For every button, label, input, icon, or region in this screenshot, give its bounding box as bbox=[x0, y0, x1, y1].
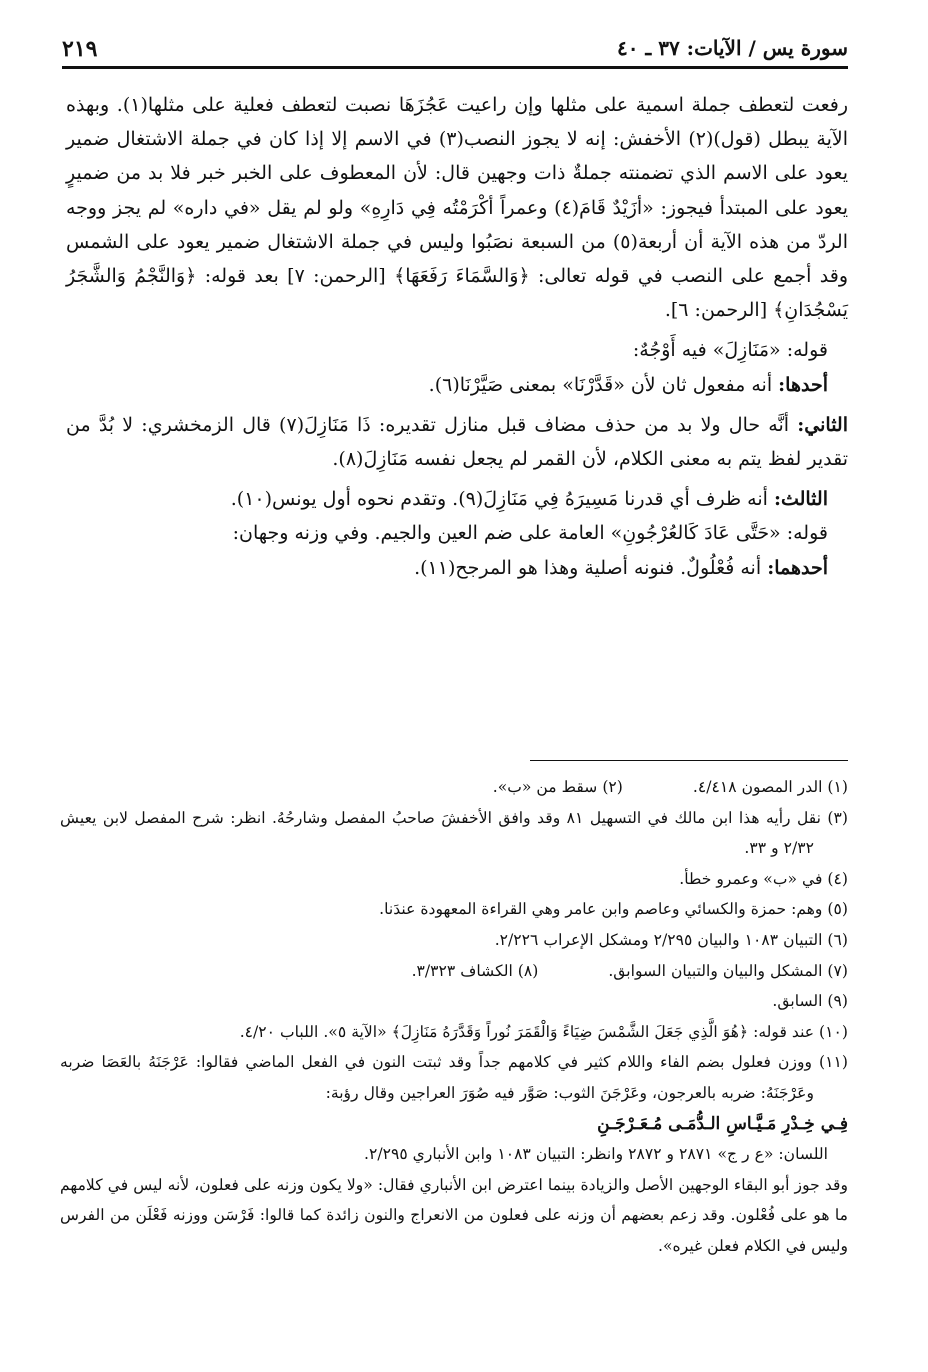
paragraph-qawluh-1: قوله: «مَنَازِلَ» فيه أَوْجُهٌ: bbox=[632, 339, 828, 362]
footnote-10: (١٠) عند قوله: ﴿هُوَ الَّذِي جَعَلَ الشَّمْسَ ضِيَاءً وَالْقَمَرَ نُوراً وَقَدَّرَهُ مَنَازِلَ﴾ «الآية ٥». اللباب ٤/٢٠. bbox=[239, 1022, 848, 1041]
page-number: ٢١٩ bbox=[62, 36, 98, 62]
paragraph-ahaduhuma bbox=[66, 551, 848, 585]
footnote-3: (٣) نقل رأيه هذا ابن مالك في التسهيل ٨١ وقد وافق الأخفشَ صاحبُ المفصل وشارحُهُ. انظر: شرح المفصل لابن يعيش ٢/٣٢ و ٣٣. bbox=[60, 808, 848, 858]
label-thani: الثاني: bbox=[797, 413, 848, 436]
footnote-11-continued-2: وقد جوز أبو البقاء الوجهين الأصل والزيادة بينما اعترض ابن الأنباري فقال: «ولا يكون وزنه على فعلون، لأنه ليس في كلامهم ما هو على فُعْلون. وقد زعم بعضهم أن وزنه على فعلون من الانعراج والنون زائدة كما قالوا: فَرْسَن ووزنه فَعْلَن من الفرس وليس في الكلام فعلن غيره». bbox=[60, 1175, 848, 1255]
paragraph-thani bbox=[66, 408, 848, 476]
paragraph-qawluh-2: قوله: «حَتَّى عَادَ كَالعُرْجُونِ» العامة على ضم العين والجيم. وفي وزنه وجهان: bbox=[232, 522, 828, 545]
label-ahaduhuma: أحدهما: bbox=[767, 556, 828, 579]
footnote-row-1-2 bbox=[60, 772, 848, 803]
footnote-11-continued: اللسان: «ع ر ج» ٢٨٧١ و ٢٨٧٢ وانظر: التبيان ١٠٨٣ وابن الأنباري ٢/٢٩٥. bbox=[363, 1145, 828, 1164]
footnote-2: (٢) سقط من «ب». bbox=[492, 778, 623, 796]
paragraph-thalith bbox=[66, 482, 848, 516]
paragraph-1: رفعت لتعطف جملة اسمية على مثلها وإن راعيت عَجُزَهَا نصبت لتعطف فعلية على مثلها(١). وبهذه الآية يبطل (قول)(٢) الأخفش: إنه لا يجوز النصب(٣) في الاسم إلا إذا كان في جملة الاشتغال ضمير يعود على الاسم الذي تضمنته جملةٌ ذات وجهين قال: لأن المعطوف على الخبر خبر فلا بد من ضميرٍ يعود على المبتدأ فيجوز: «أزَيْدٌ قَامَ(٤) وعمراً أكْرَمْتُه فِي دَارِهِ» ولو لم يقل «في داره» لم يجز ووجه الردّ من هذه الآية أن أربعة(٥) من السبعة نصَبُوا وليس في جملة الاشتغال ضمير يعود على الشمس وقد أجمع على النصب في قوله تعالى: ﴿وَالسَّمَاءَ رَفَعَهَا﴾ [الرحمن: ٧] بعد قوله: ﴿وَالنَّجْمُ وَالشَّجَرُ يَسْجُدَانِ﴾ [الرحمن: ٦]. bbox=[66, 94, 849, 322]
footnote-11: (١١) ووزن فعلول بضم الفاء واللام كثير في كلامهم جداً وقد ثبتت النون في الفعل الماضي فقالوا: عَرْجَنَهُ بالعَصَا ضربه وعَرْجَنَهُ: ضربه بالعرجون، وعَرْجَنَ الثوب: صَوَّر فيه صُوَرَ العراجين وقال رؤبة: bbox=[60, 1053, 848, 1102]
footnote-divider bbox=[530, 760, 848, 761]
text-ahaduha: أنه مفعول ثان لأن «قَدَّرْنَا» بمعنى صَيَّرْنَا(٦). bbox=[428, 373, 773, 396]
footnote-7: (٧) المشكل والبيان والتبيان السوابق. bbox=[608, 961, 848, 980]
label-ahaduha: أحدها: bbox=[778, 373, 828, 396]
text-thani: أنَّه حال ولا بد من حذف مضاف قبل منازل تقديره: ذَا مَنَازِلَ(٧) قال الزمخشري: لا بُدَّ من تقدير لفظ يتم به معنى الكلام، لأن القمر لم يجعل نفسه مَنَازِلَ(٨). bbox=[66, 413, 848, 471]
page-header bbox=[62, 28, 848, 69]
footnote-4: (٤) في «ب» وعمرو خطأ. bbox=[679, 869, 848, 888]
paragraph-ahaduha bbox=[66, 368, 848, 402]
text-thalith: أنه ظرف أي قدرنا مَسِيرَهُ فِي مَنَازِلَ(٩). وتقدم نحوه أول يونس(١٠). bbox=[230, 488, 768, 511]
main-text bbox=[66, 88, 848, 585]
poem-verse: فِـي خِـدْرِ مَـيَّـاسِ الـدُّمَـى مُـعَـرْجَـنِ bbox=[597, 1113, 848, 1134]
footnote-6: (٦) التبيان ١٠٨٣ والبيان ٢/٢٩٥ ومشكل الإعراب ٢/٢٢٦. bbox=[494, 930, 848, 949]
text-ahaduhuma: أنه فُعْلُولٌ. فنونه أصلية وهذا هو المرجح(١١). bbox=[414, 556, 762, 579]
running-title: سورة يس / الآيات: ٣٧ ـ ٤٠ bbox=[616, 36, 848, 60]
footnote-1: (١) الدر المصون ٤/٤١٨. bbox=[692, 778, 848, 796]
footnotes bbox=[60, 772, 848, 1262]
label-thalith: الثالث: bbox=[773, 488, 828, 511]
footnote-8: (٨) الكشاف ٣/٣٢٣. bbox=[411, 961, 539, 980]
footnote-5: (٥) وهم: حمزة والكسائي وعاصم وابن عامر وهي القراءة المعهودة عندَنا. bbox=[379, 900, 848, 919]
footnote-9: (٩) السابق. bbox=[772, 992, 848, 1011]
footnote-row-7-8 bbox=[60, 956, 848, 987]
